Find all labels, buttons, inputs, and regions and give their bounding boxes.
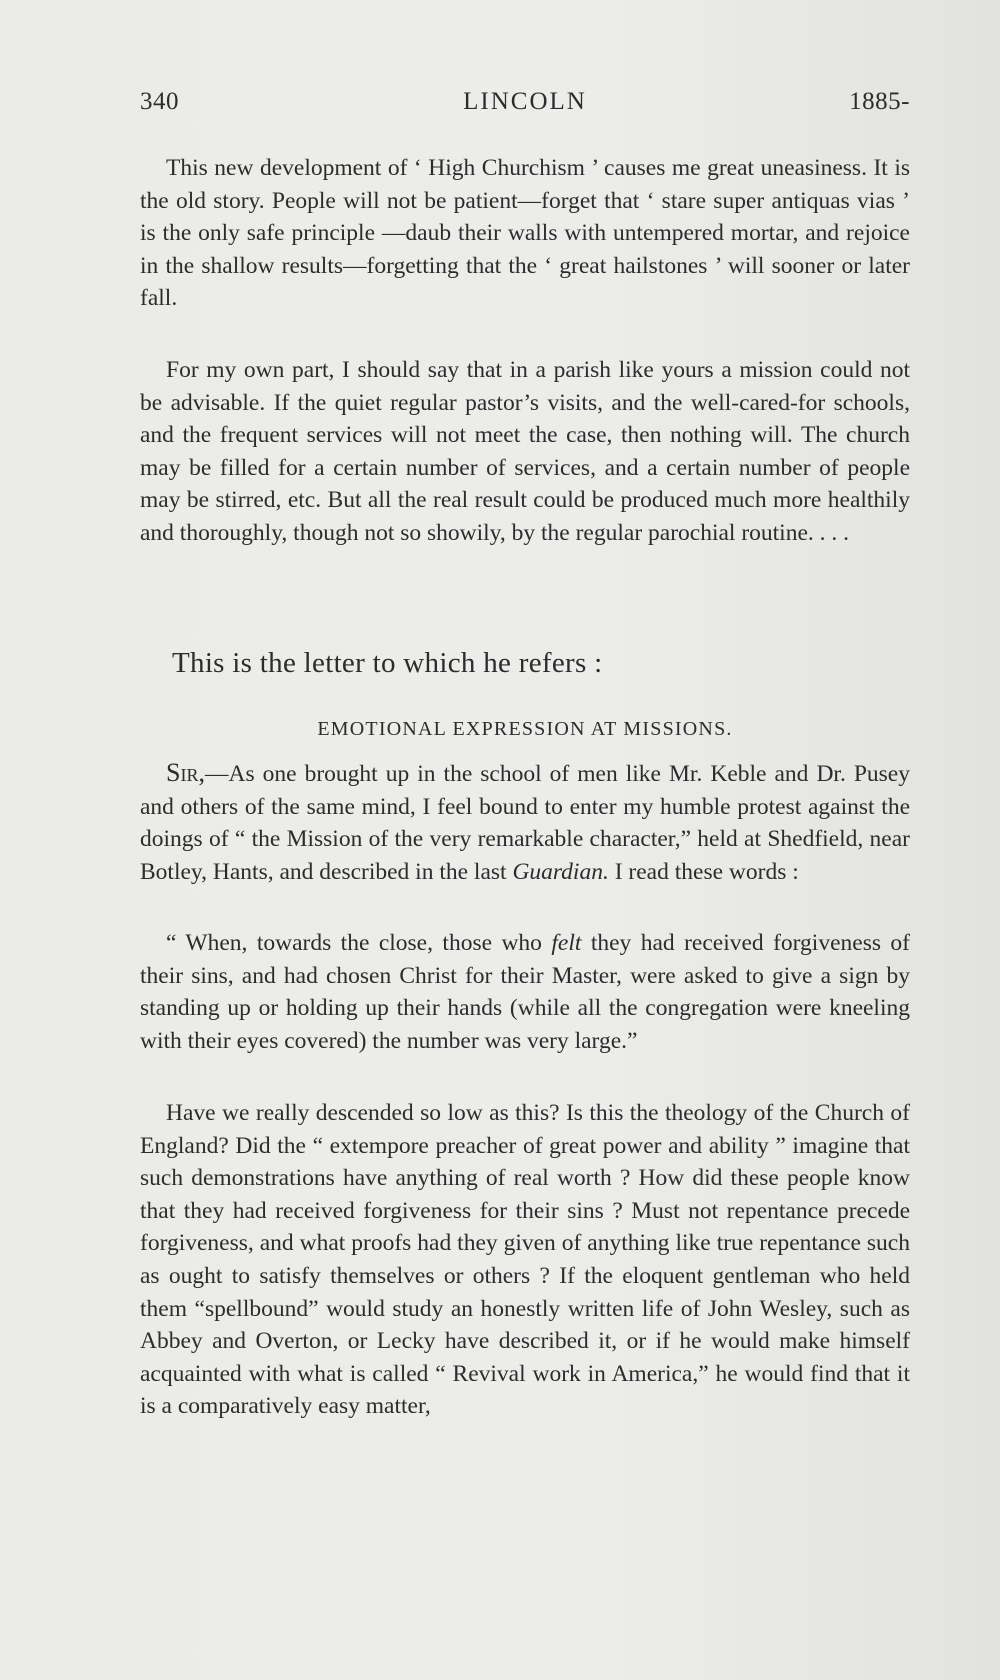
page-header — [140, 88, 910, 128]
felt-emphasis: felt — [551, 930, 582, 956]
letter-quotation-start: “ When, towards the close, those who — [166, 930, 552, 956]
letter-salutation: Sir, — [166, 758, 205, 787]
page-number: 340 — [140, 88, 179, 115]
letter-paragraph-protest-tail: I read these words : — [608, 858, 799, 885]
paragraph-parish-mission: For my own part, I should say that in a parish like yours a mission could not be advisable. If the quiet regular pastor’s visits, and the well-cared-for schools, and the frequent services will not meet the case, then nothing will. The church may be filled for a certain number of services, and a certain number of people may be stirred, etc. But all the real result could be produced much more healthily and thoroughly, though not so showily, by the regular parochial routine. . . . — [140, 357, 910, 546]
letter-paragraph-protest-text: —As one brought up in the school of men like Mr. Keble and Dr. Pusey and others of the same mind, I feel bound to enter my humble protest against the doings of “ the Mission of the very remarkable character,” held at Shedfield, near Botley, Hants, and described in the last — [140, 761, 910, 885]
letter-paragraph-theology: Have we really descended so low as this? Is this the theology of the Church of England? Did the “ extempore preacher of great power and ability ” imagine that such demonstrations have anything of real worth ? How did these people know that they had received forgiveness for their sins ? Must not repentance precede forgiveness, and what proofs had they given of anything like true repentance such as ought to satisfy themselves or others ? If the eloquent gentleman who held them “spellbound” would study an honestly written life of John Wesley, such as Abbey and Overton, or Lecky have described it, or if he would make himself acquainted with what is called “ Revival work in America,” he would find that it is a comparatively easy matter, — [140, 1100, 910, 1420]
letter-lead-in: This is the letter to which he refers : — [172, 647, 603, 679]
guardian-title: Guardian. — [512, 858, 609, 885]
letter-paragraph-protest — [140, 757, 910, 888]
letter-quotation — [140, 927, 910, 1057]
running-title: LINCOLN — [463, 88, 587, 115]
header-year: 1885- — [849, 88, 910, 115]
section-heading: EMOTIONAL EXPRESSION AT MISSIONS. — [317, 718, 733, 740]
paragraph-high-churchism: This new development of ‘ High Churchism ’ causes me great uneasiness. It is the old story. People will not be patient—forget that ‘ stare super antiquas vias ’ is the only safe principle —daub their walls with untempered mortar, and rejoice in the shallow results—forgetting that the ‘ great hailstones ’ will sooner or later fall. — [140, 155, 910, 312]
letter-quotation-end: they had received forgiveness of their sins, and had chosen Christ for their Master, were asked to give a sign by standing up or holding up their hands (while all the congregation were kneeling with their eyes covered) the number was very large.” — [140, 930, 910, 1054]
